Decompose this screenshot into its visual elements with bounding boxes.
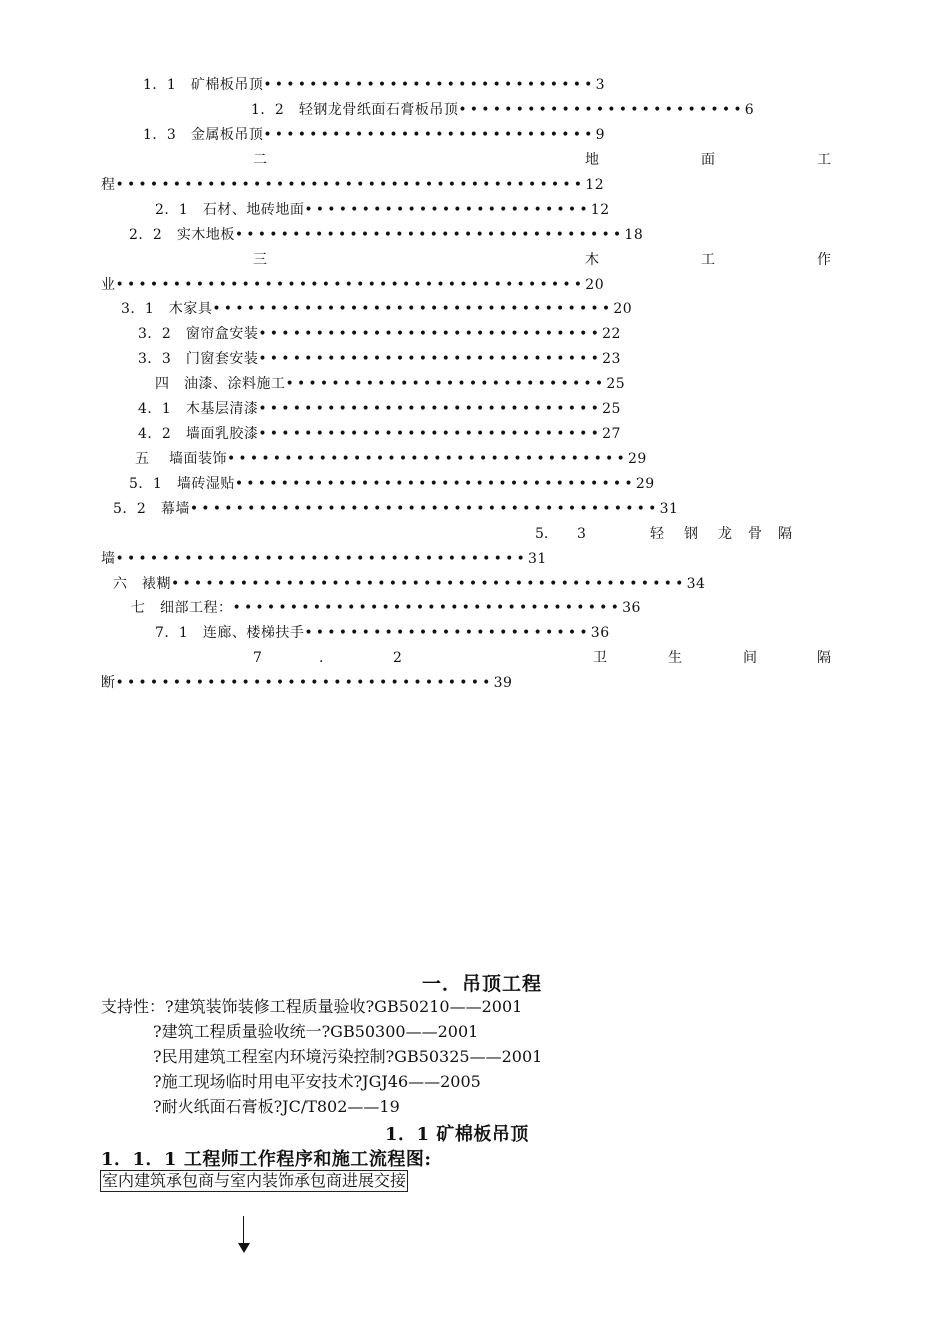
toc-line-5-3[interactable]: 墙••••••••••••••••••••••••••••••••••••31 [101,551,547,567]
toc-line-7-2[interactable]: 断•••••••••••••••••••••••••••••••••39 [101,675,513,691]
toc-line-6[interactable]: 六 裱糊•••••••••••••••••••••••••••••••••••••••••••••34 [113,576,706,592]
toc-line-5[interactable]: 五 墙面装饰•••••••••••••••••••••••••••••••••••29 [135,451,647,467]
support-line: 支持性：?建筑装饰装修工程质量验收?GB50210——2001 [101,997,523,1016]
spread-char: 地 [585,152,599,168]
spread-char: 3 [577,526,586,542]
toc-line-5-2[interactable]: 5．2 幕墙•••••••••••••••••••••••••••••••••••••••••31 [113,501,679,517]
support-line: ?民用建筑工程室内环境污染控制?GB50325——2001 [153,1047,543,1066]
subsubsection-heading: 1．1．1 工程师工作程序和施工流程图: [101,1149,432,1170]
toc-line-2-1[interactable]: 2．1 石材、地砖地面•••••••••••••••••••••••••12 [155,202,610,218]
toc-line-4-2[interactable]: 4．2 墙面乳胶漆••••••••••••••••••••••••••••••27 [138,426,621,442]
spread-char: 龙 [718,526,732,542]
spread-char: 骨 [748,526,762,542]
toc-line-4-1[interactable]: 4．1 木基层清漆••••••••••••••••••••••••••••••25 [138,401,621,417]
spread-char: 卫 [593,650,607,666]
toc-line-3-2[interactable]: 3．2 窗帘盒安装••••••••••••••••••••••••••••••22 [138,326,621,342]
toc-line-1-2[interactable]: 1．2 轻钢龙骨纸面石膏板吊顶•••••••••••••••••••••••••6 [251,102,755,118]
spread-char: . [319,650,324,666]
spread-char: 木 [585,252,599,268]
flow-box: 室内建筑承包商与室内装饰承包商进展交接 [102,1171,407,1190]
toc-line-1-1[interactable]: 1．1 矿棉板吊顶•••••••••••••••••••••••••••••3 [143,77,606,93]
toc-line-4[interactable]: 四 油漆、涂料施工••••••••••••••••••••••••••••25 [155,376,626,392]
subsection-heading: 1．1 矿棉板吊顶 [385,1124,529,1145]
spread-char: 作 [817,252,831,268]
spread-char: 5. [535,526,549,542]
spread-char: 7 [253,650,262,666]
support-line: ?建筑工程质量验收统一?GB50300——2001 [153,1022,479,1041]
toc-line-3[interactable]: 业•••••••••••••••••••••••••••••••••••••••••20 [101,277,605,293]
spread-char: 三 [253,252,267,268]
support-line: ?施工现场临时用电平安技术?JGJ46——2005 [153,1072,481,1091]
toc-line-2-2[interactable]: 2．2 实木地板••••••••••••••••••••••••••••••••••18 [129,227,644,243]
flow-arrow-head-icon [238,1243,250,1253]
spread-char: 生 [668,650,682,666]
toc-line-7-1[interactable]: 7．1 连廊、楼梯扶手•••••••••••••••••••••••••36 [155,625,610,641]
spread-char: 隔 [817,650,831,666]
spread-char: 隔 [778,526,792,542]
spread-char: 2 [393,650,402,666]
toc-line-3-3[interactable]: 3．3 门窗套安装••••••••••••••••••••••••••••••23 [138,351,621,367]
spread-char: 钢 [684,526,698,542]
spread-char: 面 [701,152,715,168]
support-line: ?耐火纸面石膏板?JC/T802——19 [153,1097,400,1116]
toc-line-1-3[interactable]: 1．3 金属板吊顶•••••••••••••••••••••••••••••9 [143,127,606,143]
spread-char: 二 [253,152,267,168]
toc-line-7[interactable]: 七 细部工程：••••••••••••••••••••••••••••••••••36 [131,600,641,616]
toc-line-2[interactable]: 程•••••••••••••••••••••••••••••••••••••••••12 [101,177,605,193]
spread-char: 工 [817,152,831,168]
spread-char: 轻 [650,526,664,542]
section-heading: 一．吊顶工程 [422,973,543,995]
spread-char: 工 [701,252,715,268]
spread-char: 间 [743,650,757,666]
toc-line-5-1[interactable]: 5．1 墙砖湿贴•••••••••••••••••••••••••••••••••••29 [129,476,655,492]
toc-line-3-1[interactable]: 3．1 木家具•••••••••••••••••••••••••••••••••••20 [121,301,633,317]
